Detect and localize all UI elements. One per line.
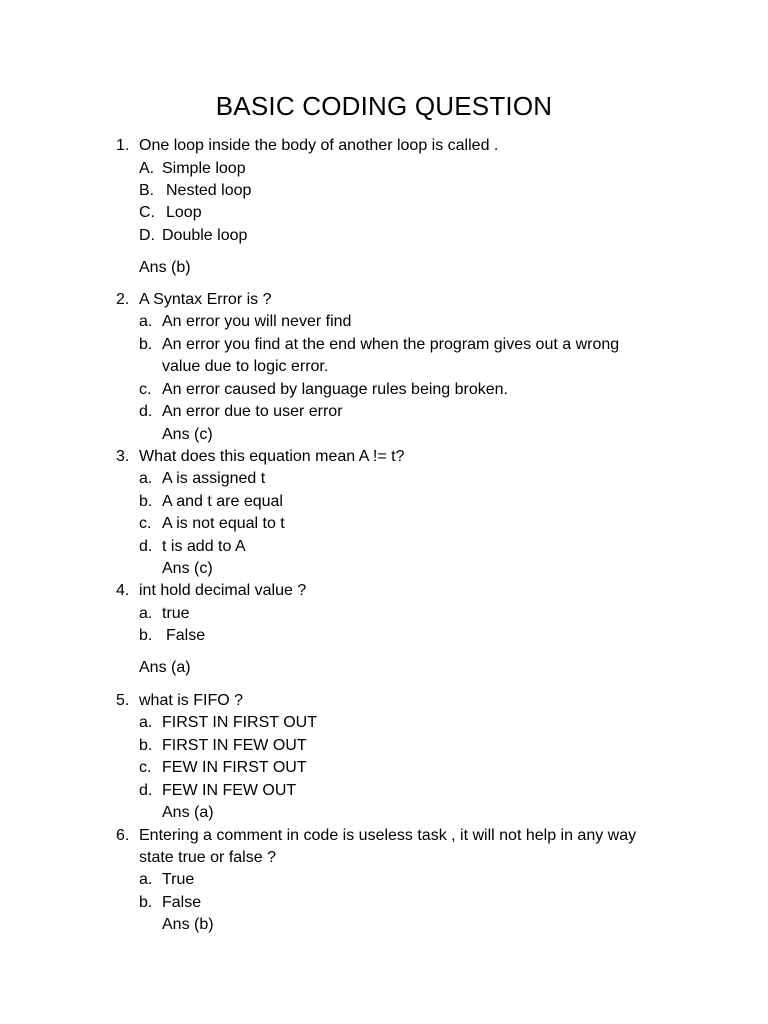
- option-marker: b.: [139, 336, 153, 353]
- option-text: Nested loop: [166, 182, 252, 199]
- question-text: int hold decimal value ?: [139, 582, 307, 599]
- question-number: 4.: [116, 582, 130, 599]
- option-text: FIRST IN FEW OUT: [162, 737, 307, 754]
- question-text: Entering a comment in code is useless task , it will not help in any way: [139, 827, 637, 844]
- option-text: True: [162, 871, 195, 888]
- option-marker: b.: [139, 894, 153, 911]
- option-text: FIRST IN FIRST OUT: [162, 714, 317, 731]
- option-marker: b.: [139, 493, 153, 510]
- option-text: False: [166, 627, 206, 644]
- question-text: A Syntax Error is ?: [139, 291, 272, 308]
- option-marker: b.: [139, 627, 153, 644]
- option-marker: a.: [139, 470, 153, 487]
- option-text: FEW IN FIRST OUT: [162, 759, 307, 776]
- option-marker: c.: [139, 759, 152, 776]
- option-text-continuation: value due to logic error.: [162, 358, 329, 375]
- option-marker: d.: [139, 782, 153, 799]
- answer-text: Ans (c): [162, 426, 213, 443]
- option-text: Loop: [166, 204, 202, 221]
- question-number: 5.: [116, 692, 130, 709]
- option-text: FEW IN FEW OUT: [162, 782, 297, 799]
- option-text: An error caused by language rules being broken.: [162, 381, 508, 398]
- option-marker: d.: [139, 538, 153, 555]
- question-text: what is FIFO ?: [139, 692, 244, 709]
- answer-text: Ans (a): [162, 804, 214, 821]
- option-text: An error you find at the end when the program gives out a wrong: [162, 336, 620, 353]
- option-marker: D.: [139, 227, 155, 244]
- question-number: 3.: [116, 448, 130, 465]
- option-text: An error you will never find: [162, 313, 352, 330]
- option-text: t is add to A: [162, 538, 246, 555]
- option-marker: c.: [139, 515, 152, 532]
- answer-text: Ans (b): [139, 259, 191, 276]
- option-marker: a.: [139, 313, 153, 330]
- question-text: One loop inside the body of another loop is called .: [139, 137, 499, 154]
- option-marker: C.: [139, 204, 155, 221]
- option-marker: d.: [139, 403, 153, 420]
- option-text: A and t are equal: [162, 493, 283, 510]
- question-text: What does this equation mean A != t?: [139, 448, 405, 465]
- option-text: An error due to user error: [162, 403, 343, 420]
- answer-text: Ans (c): [162, 560, 213, 577]
- option-text: Double loop: [162, 227, 248, 244]
- option-marker: c.: [139, 381, 152, 398]
- answer-text: Ans (a): [139, 659, 191, 676]
- question-text-continuation: state true or false ?: [139, 849, 276, 866]
- option-marker: a.: [139, 605, 153, 622]
- option-text: False: [162, 894, 202, 911]
- option-marker: a.: [139, 714, 153, 731]
- option-marker: A.: [139, 160, 155, 177]
- option-marker: a.: [139, 871, 153, 888]
- option-text: true: [162, 605, 190, 622]
- question-number: 6.: [116, 827, 130, 844]
- option-marker: B.: [139, 182, 155, 199]
- answer-text: Ans (b): [162, 916, 214, 933]
- document-title: BASIC CODING QUESTION: [215, 91, 553, 121]
- question-number: 1.: [116, 137, 130, 154]
- question-number: 2.: [116, 291, 130, 308]
- option-text: A is assigned t: [162, 470, 266, 487]
- option-text: Simple loop: [162, 160, 246, 177]
- option-marker: b.: [139, 737, 153, 754]
- option-text: A is not equal to t: [162, 515, 285, 532]
